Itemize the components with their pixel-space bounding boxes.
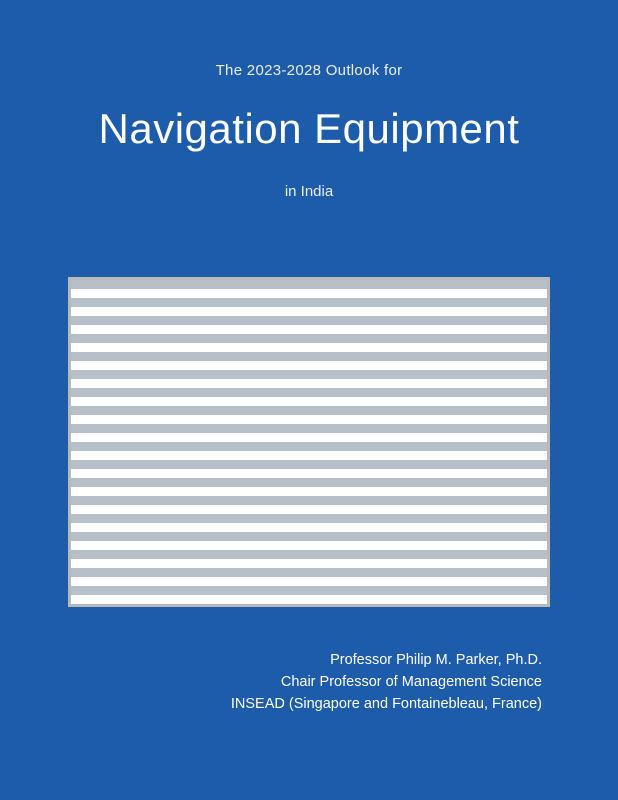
map-canvas (71, 280, 547, 604)
title-block (0, 62, 618, 200)
author-title: Chair Professor of Management Science (280, 673, 542, 690)
map-illustration (68, 277, 550, 607)
cover-subtitle-bottom: in India (284, 183, 334, 201)
author-block (0, 650, 618, 715)
cover-subtitle-top: The 2023-2028 Outlook for (215, 62, 403, 79)
author-name: Professor Philip M. Parker, Ph.D. (330, 652, 542, 668)
map-shapes-svg (71, 280, 547, 604)
author-affiliation: INSEAD (Singapore and Fontainebleau, France) (230, 695, 542, 712)
page-title: Navigation Equipment (98, 105, 520, 152)
